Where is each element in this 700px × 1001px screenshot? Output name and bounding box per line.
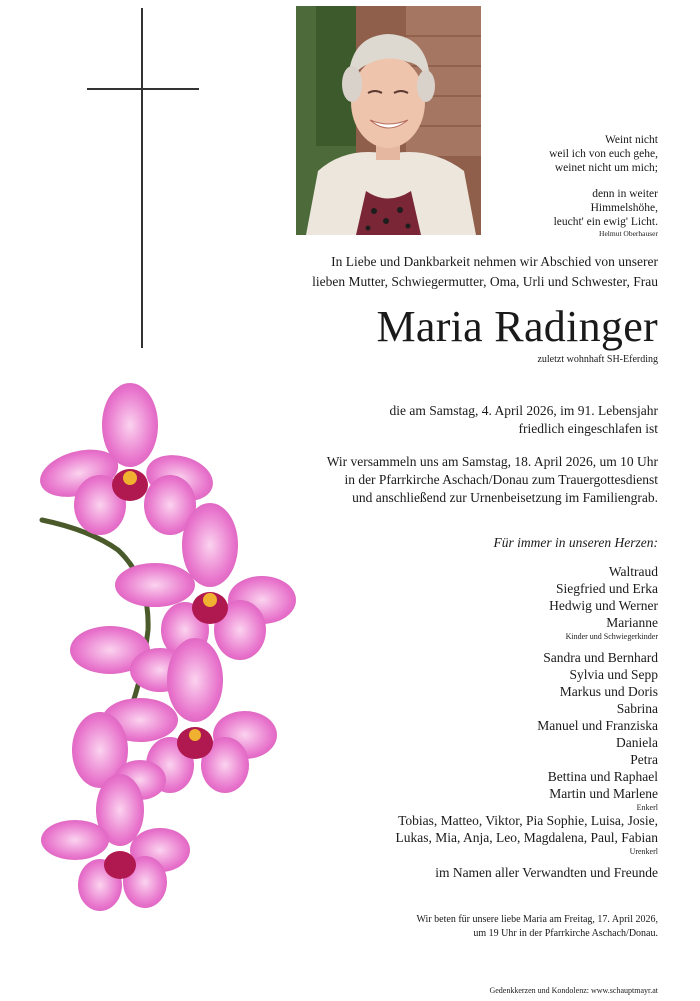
mourner-name: Tobias, Matteo, Viktor, Pia Sophie, Luisa, Josie, — [398, 813, 658, 828]
mourner-name: Sabrina — [616, 701, 658, 716]
mourner-name: Lukas, Mia, Anja, Leo, Magdalena, Paul, Fabian — [395, 830, 658, 845]
cross-horizontal-bar — [87, 88, 199, 90]
orchid-flower — [30, 380, 300, 940]
children-list — [338, 563, 658, 642]
poem-line: Weint nicht — [604, 134, 658, 146]
mourner-name: Sandra und Bernhard — [543, 650, 658, 665]
mourner-name: Bettina und Raphael — [547, 769, 658, 784]
poem-line: weil ich von euch gehe, — [549, 148, 658, 160]
poem — [478, 133, 658, 239]
mourner-name: Hedwig und Werner — [549, 598, 658, 613]
group-label: Enkerl — [636, 803, 658, 812]
poem-line: denn in weiter — [592, 188, 658, 200]
service-line: und anschließend zur Urnenbeisetzung im Familiengrab. — [352, 490, 658, 505]
mourner-name: Marianne — [606, 615, 658, 630]
poem-line: leucht' ein ewig' Licht. — [553, 216, 658, 228]
grandchildren-list — [338, 649, 658, 813]
funeral-service — [238, 453, 658, 507]
mourner-name: Siegfried und Erka — [556, 581, 658, 596]
poem-author: Helmut Oberhauser — [599, 229, 658, 238]
portrait-illustration — [296, 6, 481, 235]
mourner-name: Petra — [630, 752, 658, 767]
motto: Für immer in unseren Herzen: — [493, 535, 658, 550]
service-line: in der Pfarrkirche Aschach/Donau zum Trauergottesdienst — [344, 472, 658, 487]
death-notice — [278, 402, 658, 438]
mourner-name: Manuel und Franziska — [537, 718, 658, 733]
poem-line: Himmelshöhe, — [590, 202, 658, 214]
mourner-name: Martin und Marlene — [549, 786, 658, 801]
intro-line: lieben Mutter, Schwiegermutter, Oma, Urli und Schwester, Frau — [312, 274, 658, 289]
death-line: friedlich eingeschlafen ist — [518, 421, 658, 436]
mourner-name: Daniela — [616, 735, 658, 750]
residence: zuletzt wohnhaft SH-Eferding — [537, 354, 658, 365]
prayer-notice — [238, 913, 658, 941]
poem-line: weinet nicht um mich; — [554, 162, 658, 174]
footer-condolence: Gedenkkerzen und Kondolenz: www.schauptmayr.at — [489, 986, 658, 995]
intro-text — [258, 252, 658, 292]
death-line: die am Samstag, 4. April 2026, im 91. Lebensjahr — [389, 403, 658, 418]
mourner-name: Markus und Doris — [559, 684, 658, 699]
prayer-line: um 19 Uhr in der Pfarrkirche Aschach/Donau. — [473, 928, 658, 939]
mourner-name: Sylvia und Sepp — [569, 667, 658, 682]
group-label: Kinder und Schwiegerkinder — [565, 632, 658, 641]
prayer-line: Wir beten für unsere liebe Maria am Freitag, 17. April 2026, — [416, 914, 658, 925]
group-label: Urenkerl — [629, 847, 658, 856]
cross-vertical-bar — [141, 8, 143, 348]
service-line: Wir versammeln uns am Samstag, 18. April 2026, um 10 Uhr — [326, 454, 658, 469]
closing-line: im Namen aller Verwandten und Freunde — [435, 865, 658, 880]
deceased-name: Maria Radinger — [376, 302, 658, 351]
intro-line: In Liebe und Dankbarkeit nehmen wir Abschied von unserer — [331, 254, 658, 269]
great-grandchildren-list — [258, 812, 658, 857]
mourner-name: Waltraud — [608, 564, 658, 579]
portrait-photo — [296, 6, 481, 235]
